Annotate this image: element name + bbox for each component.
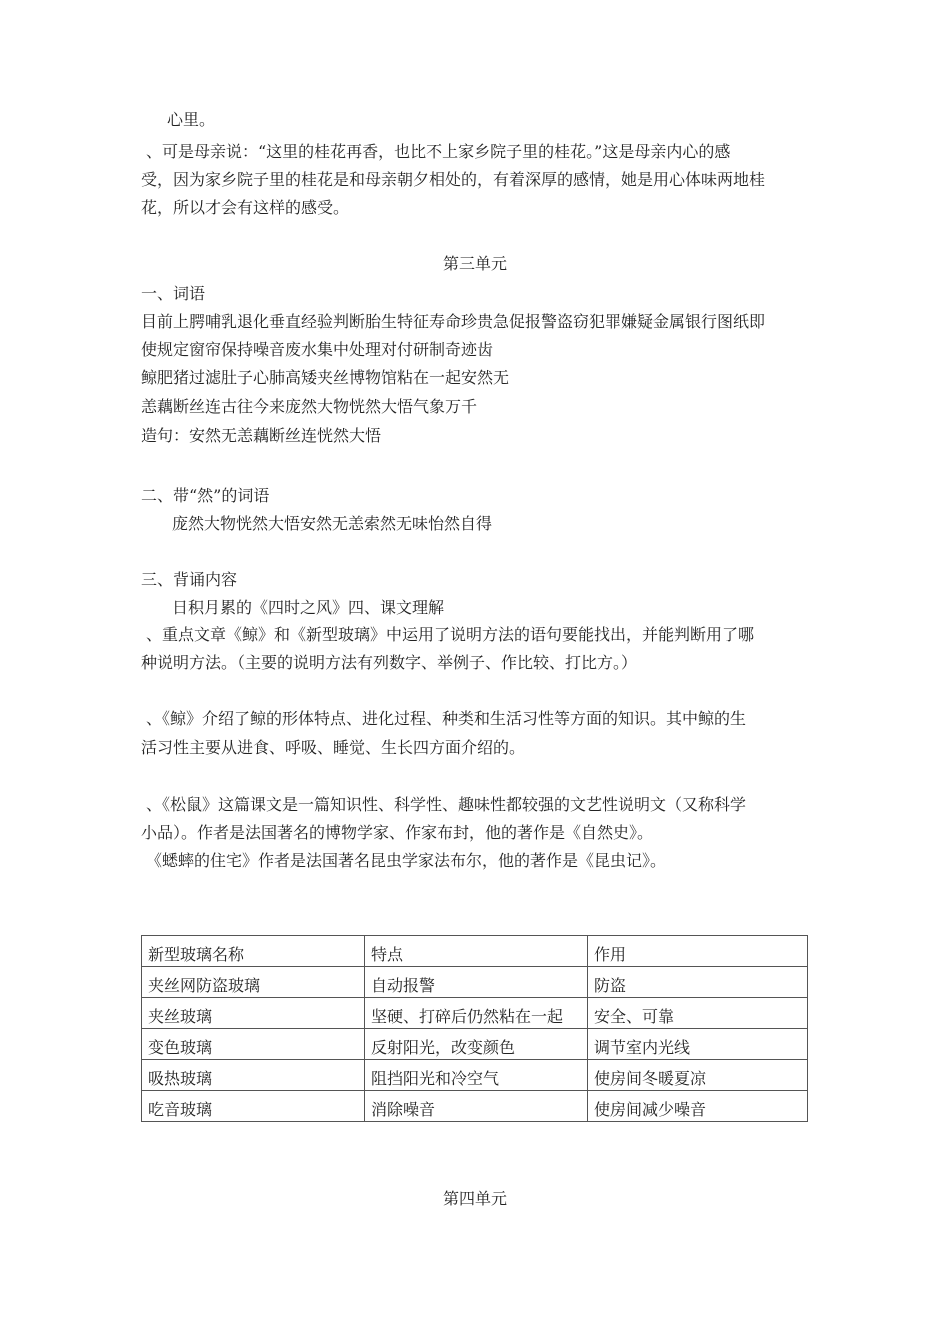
table-row (142, 998, 808, 1029)
table-cell: 坚硬、打碎后仍然粘在一起 (365, 998, 588, 1029)
table-cell: 自动报警 (365, 967, 588, 998)
paragraph-mother-line-2: 受，因为家乡院子里的桂花是和母亲朝夕相处的，有着深厚的感情，她是用心体味两地桂 (141, 170, 766, 189)
table-row (142, 1029, 808, 1060)
table-header-cell: 特点 (365, 936, 588, 967)
table-header-cell: 新型玻璃名称 (142, 936, 365, 967)
table-cell: 吃音玻璃 (142, 1091, 365, 1122)
paragraph-cricket-line: 《蟋蟀的住宅》作者是法国著名昆虫学家法布尔，他的著作是《昆虫记》。 (146, 851, 667, 870)
unit4-title: 第四单元 (442, 1189, 507, 1208)
table-cell: 夹丝玻璃 (142, 998, 365, 1029)
table-cell: 阻挡阳光和冷空气 (365, 1060, 588, 1091)
paragraph-whale-line-2: 活习性主要从进食、呼吸、睡觉、生长四方面介绍的。 (141, 738, 526, 757)
recite-heading: 三、背诵内容 (141, 570, 238, 589)
table-cell: 安全、可靠 (588, 998, 808, 1029)
table-header-cell: 作用 (588, 936, 808, 967)
continued-line: 心里。 (167, 110, 216, 129)
ran-words: 庞然大物恍然大悟安然无恙索然无味怡然自得 (172, 514, 493, 533)
glass-table (141, 935, 808, 1122)
table-cell: 夹丝网防盗玻璃 (142, 967, 365, 998)
table-row (142, 1060, 808, 1091)
table-header-row (142, 936, 808, 967)
recite-line: 日积月累的《四时之风》四、课文理解 (172, 598, 445, 617)
words-line-1: 目前上腭哺乳退化垂直经验判断胎生特征寿命珍贵急促报警盗窃犯罪嫌疑金属银行图纸即 (141, 312, 766, 331)
words-line-2: 使规定窗帘保持噪音废水集中处理对付研制奇迹齿 (141, 340, 494, 359)
table-cell: 使房间冬暖夏凉 (588, 1060, 808, 1091)
sentence-making-line: 造句：安然无恙藕断丝连恍然大悟 (141, 426, 382, 445)
words-line-4: 恙藕断丝连古往今来庞然大物恍然大悟气象万千 (141, 397, 478, 416)
ran-words-heading: 二、带“然”的词语 (141, 486, 270, 505)
unit3-title: 第三单元 (442, 254, 507, 273)
paragraph-mother-line-3: 花，所以才会有这样的感受。 (141, 198, 350, 217)
table-cell: 变色玻璃 (142, 1029, 365, 1060)
table-cell: 使房间减少噪音 (588, 1091, 808, 1122)
table-cell: 吸热玻璃 (142, 1060, 365, 1091)
paragraph-squirrel-line-2: 小品）。作者是法国著名的博物学家、作家布封，他的著作是《自然史》。 (141, 823, 654, 842)
table-cell: 防盗 (588, 967, 808, 998)
paragraph-methods-line-2: 种说明方法。（主要的说明方法有列数字、举例子、作比较、打比方。） (141, 653, 638, 672)
table-cell: 消除噪音 (365, 1091, 588, 1122)
table-cell: 调节室内光线 (588, 1029, 808, 1060)
words-heading: 一、词语 (141, 284, 206, 303)
paragraph-squirrel-line-1: 、《松鼠》这篇课文是一篇知识性、科学性、趣味性都较强的文艺性说明文（又称科学 (146, 795, 747, 814)
table-cell: 反射阳光，改变颜色 (365, 1029, 588, 1060)
table-row (142, 1091, 808, 1122)
table-row (142, 967, 808, 998)
paragraph-mother-line-1: 、可是母亲说：“这里的桂花再香，也比不上家乡院子里的桂花。”这是母亲内心的感 (146, 142, 731, 161)
paragraph-methods-line-1: 、重点文章《鲸》和《新型玻璃》中运用了说明方法的语句要能找出，并能判断用了哪 (146, 625, 755, 644)
paragraph-whale-line-1: 、《鲸》介绍了鲸的形体特点、进化过程、种类和生活习性等方面的知识。其中鲸的生 (146, 709, 747, 728)
words-line-3: 鲸肥猪过滤肚子心肺高矮夹丝博物馆粘在一起安然无 (141, 368, 510, 387)
